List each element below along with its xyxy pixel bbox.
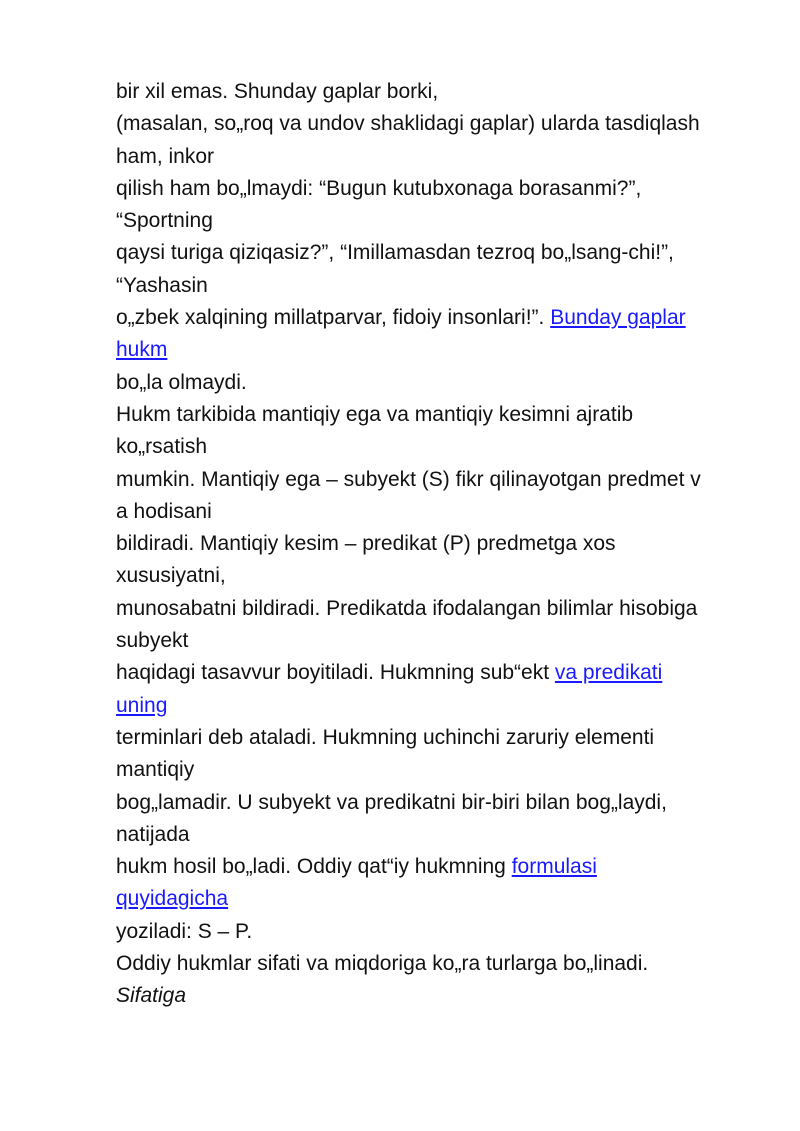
hyperlink-quyidagicha[interactable]: quyidagicha: [116, 887, 229, 911]
text-line: “Yashasin: [116, 273, 208, 297]
text-line: [116, 690, 746, 722]
text-line: yoziladi: S – P.: [116, 919, 253, 943]
text-line: bildiradi. Mantiqiy kesim – predikat (P) predmetga xos: [116, 532, 616, 556]
text-line: ko„rsatish: [116, 435, 208, 459]
text-line: mantiqiy: [116, 758, 195, 782]
text-line: qilish ham bo„lmaydi: “Bugun kutubxonaga borasanmi?”,: [116, 176, 642, 200]
text-line: bir xil emas. Shunday gaplar borki,: [116, 80, 439, 103]
text-line: Hukm tarkibida mantiqiy ega va mantiqiy kesimni ajratib: [116, 402, 634, 426]
text-line: munosabatni bildiradi. Predikatda ifodalangan bilimlar hisobiga: [116, 596, 698, 620]
text-line: bo„la olmaydi.: [116, 370, 247, 394]
text-line: Oddiy hukmlar sifati va miqdoriga ko„ra turlarga bo„linadi.: [116, 952, 649, 976]
text-line: natijada: [116, 822, 190, 846]
text-line: subyekt: [116, 629, 189, 653]
hyperlink-uning[interactable]: uning: [116, 693, 168, 717]
hyperlink-formulasi[interactable]: formulasi: [511, 855, 597, 879]
text-line-italic: Sifatiga: [116, 984, 187, 1008]
document-page: [116, 76, 746, 1013]
text-line: ham, inkor: [116, 144, 215, 168]
text-line: a hodisani: [116, 499, 212, 523]
hyperlink-bunday-gaplar[interactable]: Bunday gaplar: [550, 306, 686, 330]
line-text: o„zbek xalqining millatparvar, fidoiy insonlari!”.: [116, 306, 551, 330]
text-line: [116, 334, 746, 366]
text-line: [116, 657, 746, 689]
text-line: “Sportning: [116, 209, 213, 233]
line-text: hukm hosil bo„ladi. Oddiy qat“iy hukmning: [116, 855, 512, 879]
text-line: [116, 302, 746, 334]
hyperlink-va-predikati[interactable]: va predikati: [554, 661, 663, 685]
text-line: terminlari deb ataladi. Hukmning uchinchi zaruriy elementi: [116, 725, 655, 749]
text-line: (masalan, so„roq va undov shaklidagi gaplar) ularda tasdiqlash: [116, 112, 700, 136]
hyperlink-hukm[interactable]: hukm: [116, 338, 168, 362]
text-line: qaysi turiga qiziqasiz?”, “Imillamasdan tezroq bo„lsang-chi!”,: [116, 241, 674, 265]
text-line: [116, 851, 746, 883]
line-text: haqidagi tasavvur boyitiladi. Hukmning sub“ekt: [116, 661, 555, 685]
text-line: bog„lamadir. U subyekt va predikatni bir-biri bilan bog„laydi,: [116, 790, 667, 814]
text-line: [116, 883, 746, 915]
text-line: mumkin. Mantiqiy ega – subyekt (S) fikr qilinayotgan predmet v: [116, 467, 701, 491]
text-line: xususiyatni,: [116, 564, 226, 588]
